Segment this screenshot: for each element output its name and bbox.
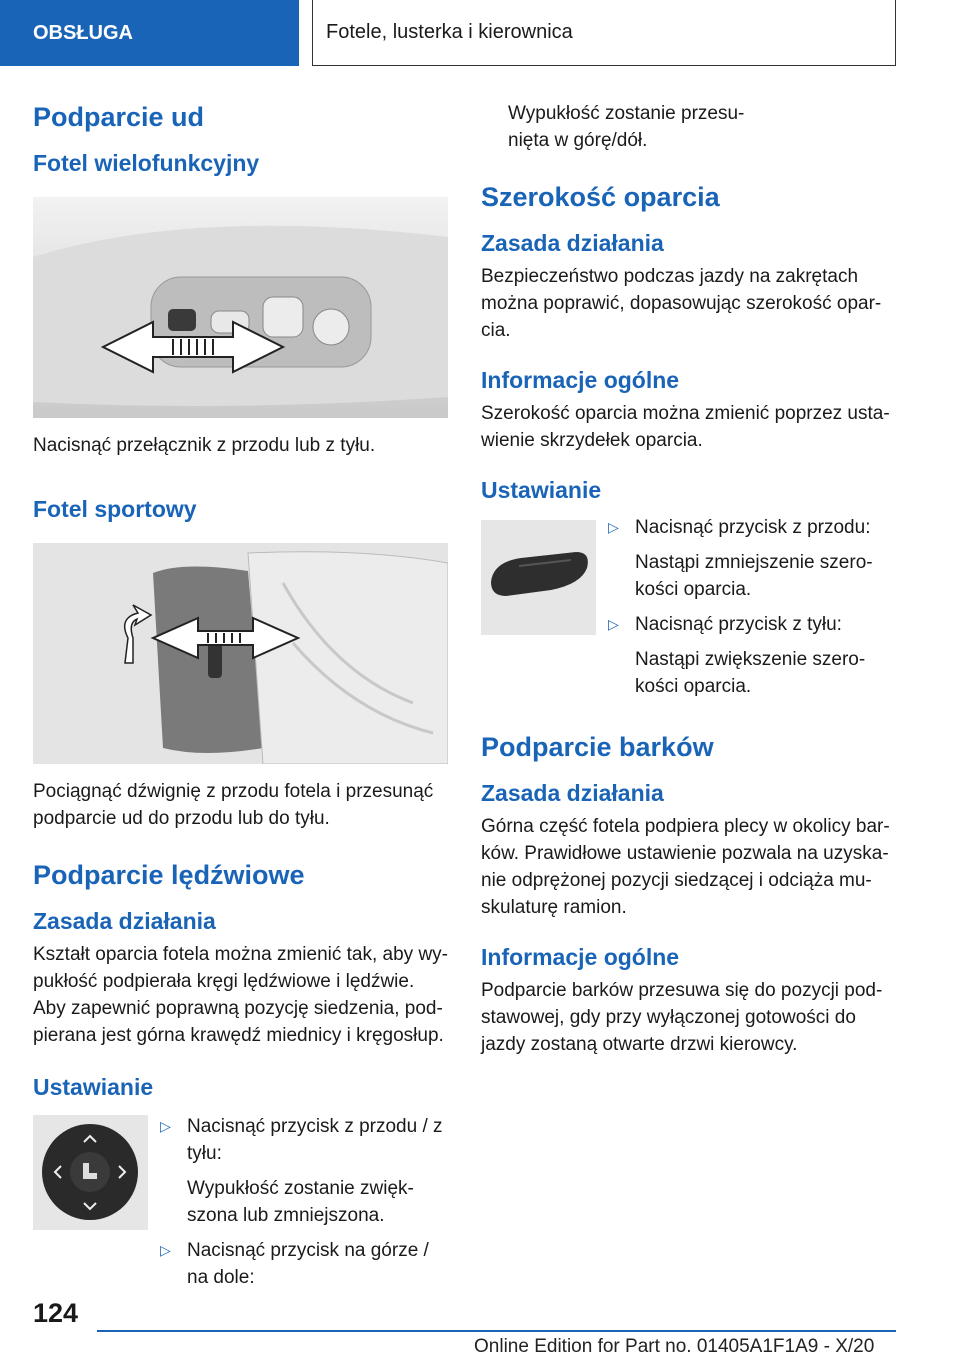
heading-multifunction-seat: Fotel wielofunkcyjny [33, 150, 260, 177]
width-adjust-block [481, 516, 896, 700]
edition-footer: Online Edition for Part no. 01405A1F1A9 - X/20 [474, 1336, 875, 1357]
heading-lumbar-support: Podparcie lędźwiowe [33, 859, 305, 890]
lumbar-steps [160, 1113, 448, 1291]
page-number: 124 [33, 1298, 79, 1328]
lumbar-switch-image [33, 1115, 148, 1230]
heading-shoulder-support: Podparcie barków [481, 731, 714, 762]
step-item [608, 611, 896, 700]
heading-principle: Zasada działania [33, 907, 216, 934]
shoulder-general-text: Podparcie barków przesuwa się do pozycji pod-stawowej, gdy przy wyłączonej gotowości do jazdy zostaną otwarte drzwi kierowcy. [481, 979, 883, 1055]
heading-adjustment: Ustawianie [33, 1073, 154, 1100]
width-button-illustration [481, 520, 596, 635]
left-column [33, 96, 448, 1291]
right-column [481, 96, 896, 1058]
step-text: Nacisnąć przycisk z przodu: [635, 516, 871, 538]
lumbar-adjust-block [33, 1115, 448, 1291]
seat-switch-illustration [33, 197, 448, 418]
heading-general-info: Informacje ogólne [481, 366, 680, 393]
continued-step-result: Wypukłość zostanie przesu-nięta w górę/dół. [508, 103, 745, 151]
multifunction-instruction: Nacisnąć przełącznik z przodu lub z tyłu. [33, 434, 376, 456]
step-result: Nastąpi zmniejszenie szero-kości oparcia. [635, 551, 873, 600]
heading-general-info: Informacje ogólne [481, 943, 680, 970]
step-item [608, 514, 896, 603]
section-tab: OBSŁUGA [0, 0, 299, 66]
step-item [160, 1237, 448, 1291]
heading-principle: Zasada działania [481, 779, 664, 806]
shoulder-principle-text: Górna część fotela podpiera plecy w okolicy bar-ków. Prawidłowe ustawienie pozwala na uzyska-nie odprężonej pozycji siedzącej i odciąża mu-skulaturę ramion. [481, 815, 890, 918]
chapter-title: Fotele, lusterka i kierownica [312, 0, 896, 66]
heading-principle: Zasada działania [481, 230, 664, 257]
step-item [160, 1113, 448, 1229]
triangle-right-icon: ▷ [160, 1117, 171, 1134]
step-result: Wypukłość zostanie zwięk-szona lub zmniejszona. [187, 1177, 414, 1226]
width-steps [608, 514, 896, 700]
triangle-right-icon: ▷ [160, 1241, 171, 1258]
heading-backrest-width: Szerokość oparcia [481, 182, 720, 212]
step-text: Nacisnąć przycisk z tyłu: [635, 613, 842, 635]
multifunction-seat-image [33, 197, 448, 418]
footer-divider [97, 1330, 896, 1332]
sport-seat-illustration [33, 543, 448, 764]
step-result: Nastąpi zwiększenie szero-kości oparcia. [635, 648, 866, 697]
triangle-right-icon: ▷ [608, 615, 619, 632]
lumbar-principle-text: Kształt oparcia fotela można zmienić tak, aby wy-pukłość podpierała kręgi lędźwiowe i lędźwie. Aby zapewnić poprawną pozycję siedzenia, pod-pierana jest górna krawędź miednicy i kręgosłup. [33, 943, 449, 1046]
width-button-image [481, 520, 596, 635]
triangle-right-icon: ▷ [608, 518, 619, 535]
step-text: Nacisnąć przycisk z przodu / z tyłu: [187, 1115, 443, 1164]
step-text: Nacisnąć przycisk na górze / na dole: [187, 1239, 429, 1288]
heading-sport-seat: Fotel sportowy [33, 495, 197, 522]
sport-seat-image [33, 543, 448, 764]
width-general-text: Szerokość oparcia można zmienić poprzez usta-wienie skrzydełek oparcia. [481, 402, 890, 451]
heading-adjustment: Ustawianie [481, 476, 602, 503]
sport-seat-instruction: Pociągnąć dźwignię z przodu fotela i przesunąć podparcie ud do przodu lub do tyłu. [33, 780, 434, 829]
width-principle-text: Bezpieczeństwo podczas jazdy na zakrętach można poprawić, dopasowując szerokość opar-cia. [481, 265, 882, 341]
lumbar-switch-illustration [33, 1115, 148, 1230]
heading-thigh-support: Podparcie ud [33, 102, 205, 132]
